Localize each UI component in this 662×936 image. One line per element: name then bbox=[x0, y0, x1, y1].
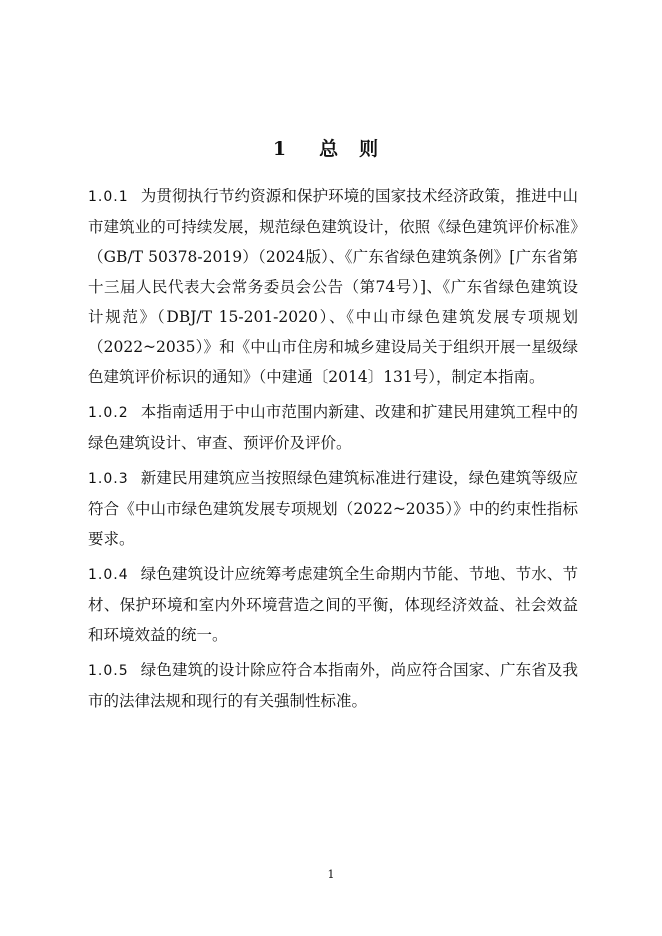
clause-number: 1.0.3 bbox=[88, 471, 129, 487]
clause-1-0-4 bbox=[88, 559, 578, 650]
clause-1-0-5 bbox=[88, 655, 578, 716]
clause-text: 为贯彻执行节约资源和保护环境的国家技术经济政策，推进中山市建筑业的可持续发展，规范绿色建筑设计，依照《绿色建筑评价标准》（GB/T 50378-2019）（2024版）、《广东省绿色建筑条例》[广东省第十三届人民代表大会常务委员会公告（第74号）]、《广东省绿色建筑设计规范》（DBJ/T 15-201-2020）、《中山市绿色建筑发展专项规划（2022~2035）》和《中山市住房和城乡建设局关于组织开展一星级绿色建筑评价标识的通知》（中建通〔2014〕131号），制定本指南。 bbox=[88, 187, 578, 386]
clause-text: 绿色建筑设计应统筹考虑建筑全生命期内节能、节地、节水、节材、保护环境和室内外环境营造之间的平衡，体现经济效益、社会效益和环境效益的统一。 bbox=[88, 565, 578, 644]
clause-number: 1.0.2 bbox=[88, 405, 129, 421]
page-number: 1 bbox=[327, 868, 335, 881]
chapter-title-char-2: 则 bbox=[359, 138, 380, 160]
chapter-title bbox=[0, 134, 662, 161]
clause-text: 本指南适用于中山市范围内新建、改建和扩建民用建筑工程中的绿色建筑设计、审查、预评价及评价。 bbox=[88, 403, 578, 452]
clause-number: 1.0.5 bbox=[88, 663, 129, 679]
clause-1-0-1 bbox=[88, 181, 578, 392]
clause-number: 1.0.4 bbox=[88, 567, 129, 583]
clause-1-0-3 bbox=[88, 463, 578, 554]
clause-text: 新建民用建筑应当按照绿色建筑标准进行建设，绿色建筑等级应符合《中山市绿色建筑发展专项规划（2022~2035）》中的约束性指标要求。 bbox=[88, 469, 578, 548]
chapter-title-char-1: 总 bbox=[319, 138, 340, 160]
clause-number: 1.0.1 bbox=[88, 189, 129, 205]
clause-text: 绿色建筑的设计除应符合本指南外，尚应符合国家、广东省及我市的法律法规和现行的有关强制性标准。 bbox=[88, 661, 578, 710]
chapter-number: 1 bbox=[272, 138, 288, 160]
clause-1-0-2 bbox=[88, 397, 578, 458]
chapter-body bbox=[88, 181, 578, 721]
